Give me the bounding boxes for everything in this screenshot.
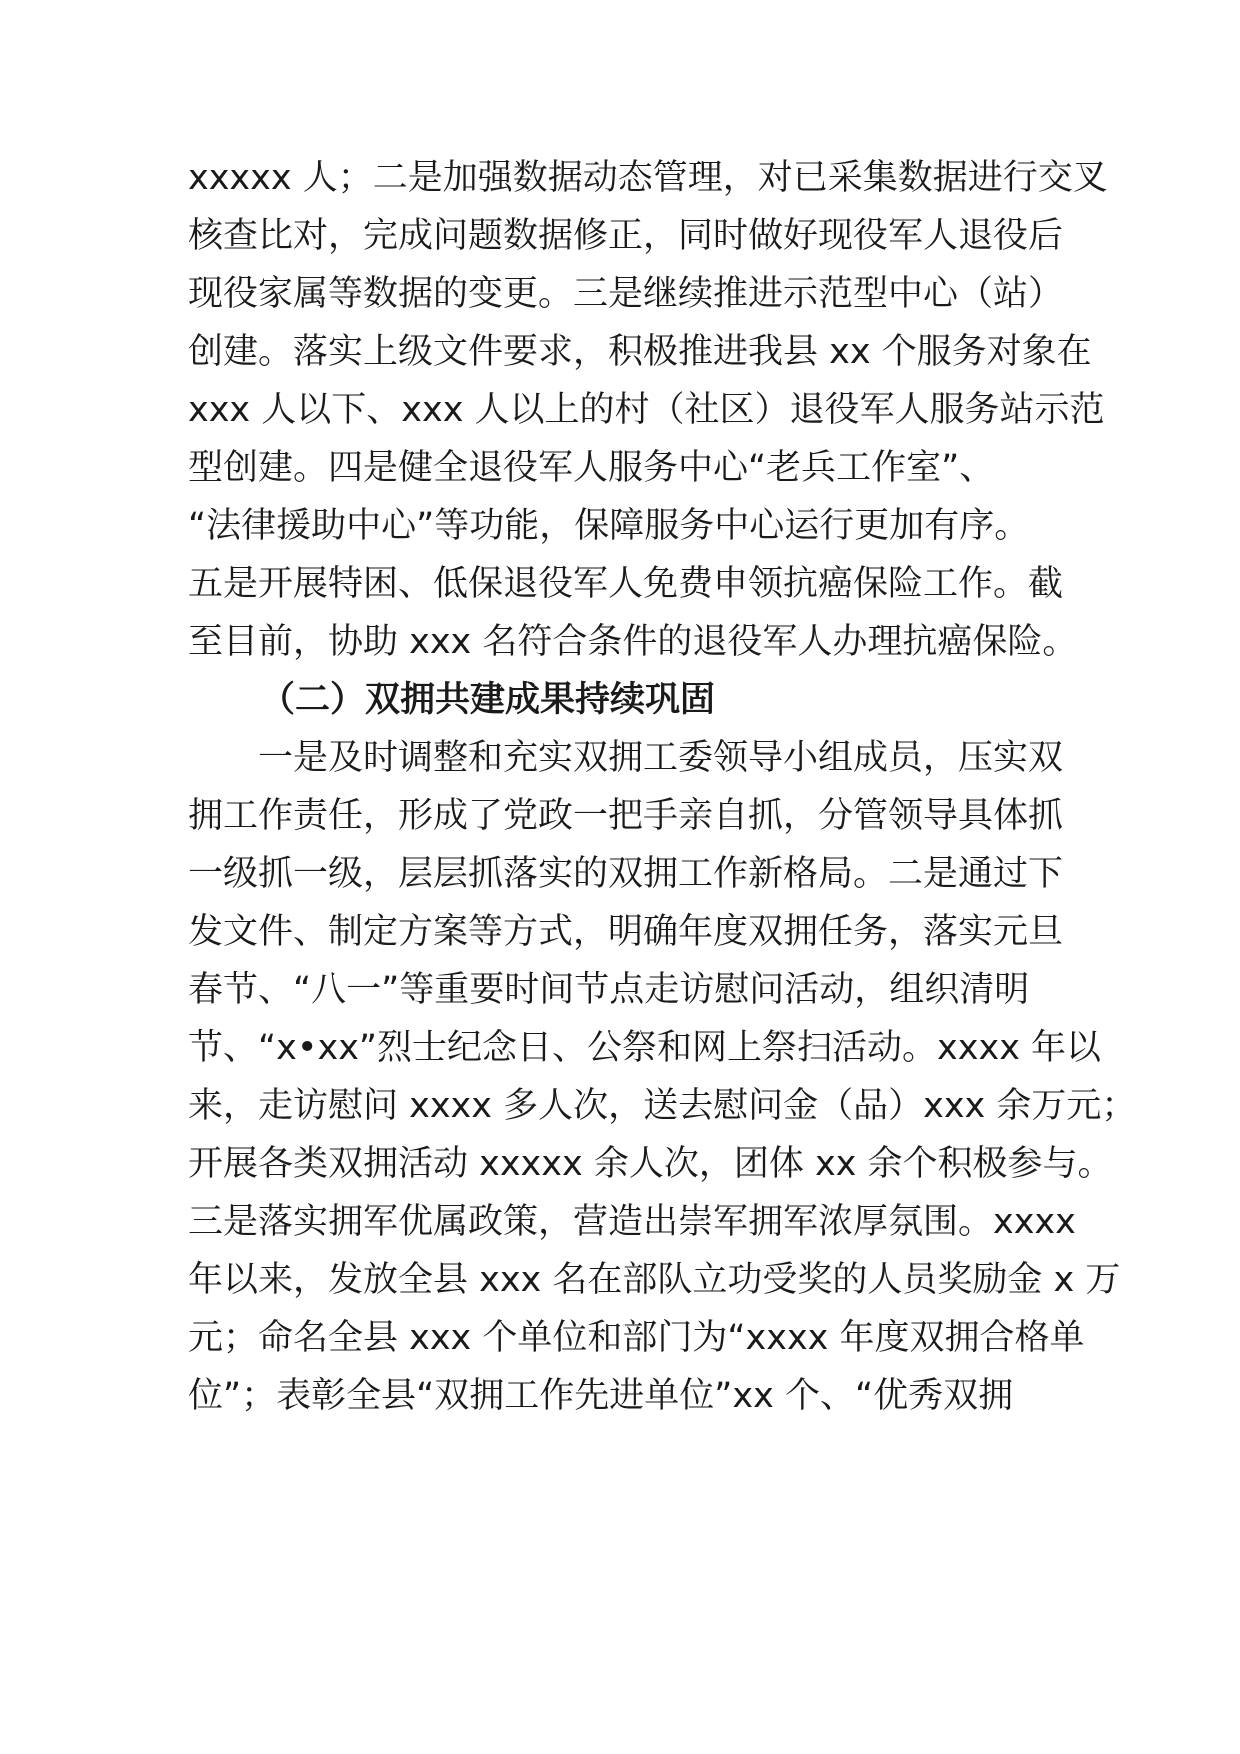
text-line-1: xxxxx 人；二是加强数据动态管理，对已采集数据进行交叉 <box>188 158 1108 198</box>
text-line-20: 年以来，发放全县 xxx 名在部队立功受奖的人员奖励金 x 万 <box>188 1260 1121 1300</box>
text-line-4: 创建。落实上级文件要求，积极推进我县 xx 个服务对象在 <box>188 332 1092 372</box>
text-line-21: 元；命名全县 xxx 个单位和部门为“xxxx 年度双拥合格单 <box>188 1318 1085 1358</box>
text-line-12: 拥工作责任，形成了党政一把手亲自抓，分管领导具体抓 <box>188 796 1064 836</box>
text-line-15: 春节、“八一”等重要时间节点走访慰问活动，组织清明 <box>188 970 1030 1010</box>
text-line-6: 型创建。四是健全退役军人服务中心“老兵工作室”、 <box>188 448 995 488</box>
text-line-22: 位”；表彰全县“双拥工作先进单位”xx 个、“优秀双拥 <box>188 1376 1014 1416</box>
text-line-3: 现役家属等数据的变更。三是继续推进示范型中心（站） <box>188 274 1064 314</box>
text-line-13: 一级抓一级，层层抓落实的双拥工作新格局。二是通过下 <box>188 854 1064 894</box>
text-line-19: 三是落实拥军优属政策，营造出崇军拥军浓厚氛围。xxxx <box>188 1202 1076 1242</box>
text-line-8: 五是开展特困、低保退役军人免费申领抗癌保险工作。截 <box>188 564 1064 604</box>
text-line-2: 核查比对，完成问题数据修正，同时做好现役军人退役后 <box>188 216 1064 256</box>
text-line-9: 至目前，协助 xxx 名符合条件的退役军人办理抗癌保险。 <box>188 622 1078 662</box>
text-line-16: 节、“x•xx”烈士纪念日、公祭和网上祭扫活动。xxxx 年以 <box>188 1028 1102 1068</box>
text-line-14: 发文件、制定方案等方式，明确年度双拥任务，落实元旦 <box>188 912 1064 952</box>
text-line-18: 开展各类双拥活动 xxxxx 余人次，团体 xx 余个积极参与。 <box>188 1144 1113 1184</box>
text-line-11: 一是及时调整和充实双拥工委领导小组成员，压实双 <box>258 738 1064 778</box>
text-line-17: 来，走访慰问 xxxx 多人次，送去慰问金（品）xxx 余万元； <box>188 1086 1137 1126</box>
text-line-5: xxx 人以下、xxx 人以上的村（社区）退役军人服务站示范 <box>188 390 1105 430</box>
section-heading: （二）双拥共建成果持续巩固 <box>260 680 716 720</box>
text-line-7: “法律援助中心”等功能，保障服务中心运行更加有序。 <box>188 506 1030 546</box>
